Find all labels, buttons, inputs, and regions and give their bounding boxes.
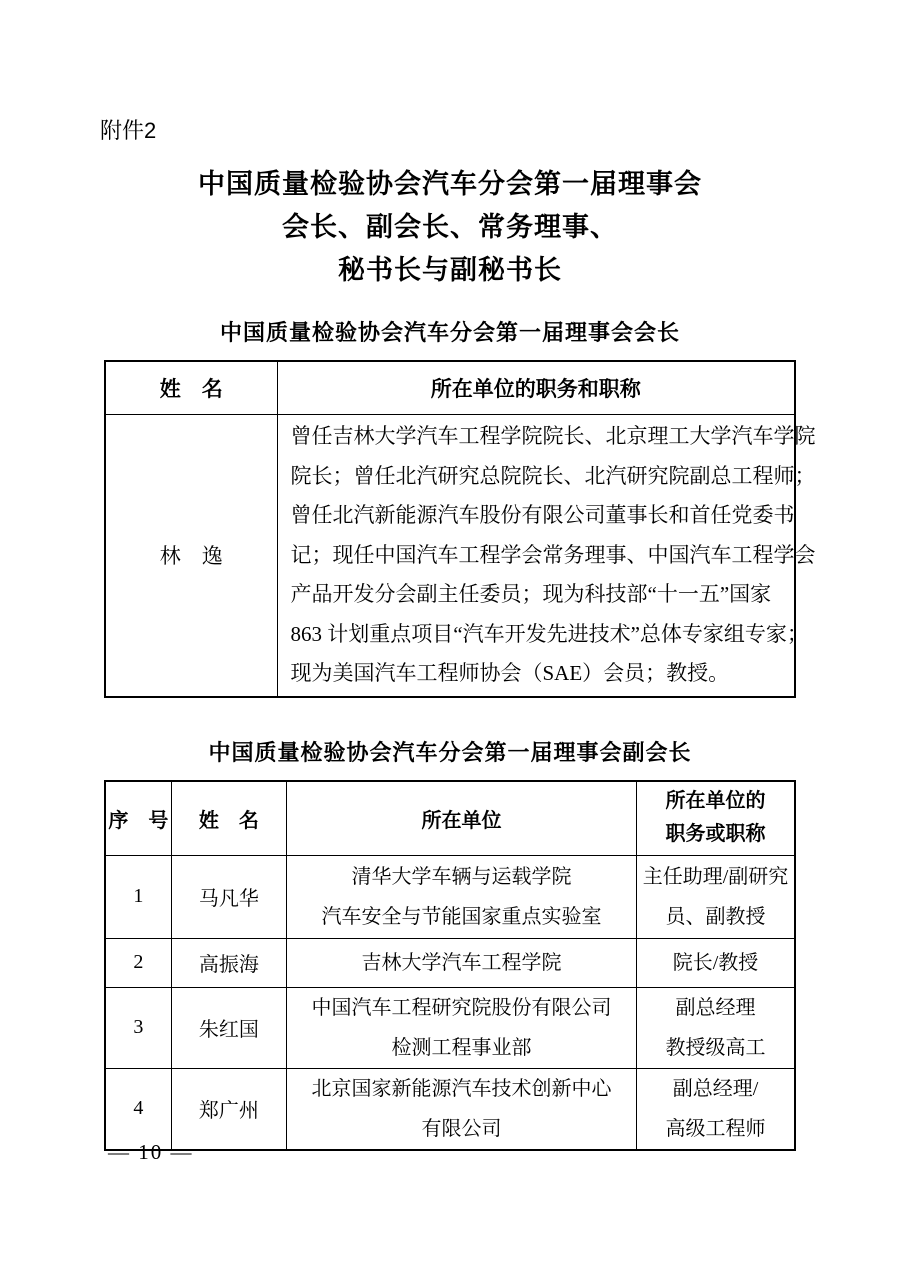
description-line: 产品开发分会副主任委员；现为科技部“十一五”国家 [290, 582, 772, 606]
chairman-name-cell: 林 逸 [105, 415, 277, 697]
vice-col-org-header: 所在单位 [287, 781, 637, 856]
description-line: 863 计划重点项目“汽车开发先进技术”总体专家组专家； [290, 621, 808, 646]
row-title-cell [637, 855, 795, 938]
row-org-cell [287, 1068, 637, 1150]
vice-col-title-header-line-2: 职务或职称 [665, 823, 766, 845]
row-org-cell [287, 855, 637, 938]
row-org-cell [287, 987, 637, 1068]
vice-chairman-section-heading: 中国质量检验协会汽车分会第一届理事会副会长 [208, 739, 692, 765]
table-row [105, 938, 795, 987]
title-line: 教授级高工 [665, 1036, 766, 1059]
document-title [0, 163, 900, 292]
title-line: 副总经理 [675, 996, 756, 1019]
document-title-line-1: 中国质量检验协会汽车分会第一届理事会 [198, 169, 702, 199]
table-row [105, 1068, 795, 1150]
document-title-line-2: 会长、副会长、常务理事、 [282, 212, 618, 242]
row-no-cell: 1 [105, 855, 171, 938]
org-line: 中国汽车工程研究院股份有限公司 [311, 996, 612, 1019]
row-org-cell [287, 938, 637, 987]
org-line: 有限公司 [421, 1117, 502, 1140]
chairman-table [104, 360, 816, 698]
chairman-col-title-header: 所在单位的职务和职称 [277, 361, 795, 415]
row-no-cell: 4 [105, 1068, 171, 1150]
description-line: 现为美国汽车工程师协会（SAE）会员；教授。 [290, 661, 730, 685]
row-title-cell [637, 938, 795, 987]
chairman-description-cell [277, 415, 816, 697]
document-title-line-3: 秘书长与副秘书长 [338, 255, 562, 285]
footer-page-number: — 10 — [108, 1140, 194, 1164]
org-line: 汽车安全与节能国家重点实验室 [321, 905, 602, 928]
org-line: 吉林大学汽车工程学院 [361, 951, 562, 974]
description-line: 曾任吉林大学汽车工程学院院长、北京理工大学汽车学院 [290, 424, 816, 448]
vice-chairman-table-header-row [105, 781, 795, 856]
chairman-table-header-row [105, 361, 795, 415]
row-name-cell: 马凡华 [171, 855, 286, 938]
title-line: 院长/教授 [672, 951, 759, 974]
vice-col-name-header: 姓 名 [171, 781, 286, 856]
title-line: 主任助理/副研究 [642, 865, 789, 888]
row-no-cell: 3 [105, 987, 171, 1068]
row-name-cell: 郑广州 [171, 1068, 286, 1150]
row-title-cell [637, 1068, 795, 1150]
row-title-cell [637, 987, 795, 1068]
title-line: 员、副教授 [665, 905, 766, 928]
row-name-cell: 朱红国 [171, 987, 286, 1068]
description-line: 曾任北汽新能源汽车股份有限公司董事长和首任党委书 [290, 503, 795, 527]
vice-col-title-header-line-1: 所在单位的 [665, 790, 766, 812]
vice-col-title-header [637, 781, 795, 856]
description-line: 记；现任中国汽车工程学会常务理事、中国汽车工程学会 [290, 542, 816, 567]
table-row [105, 855, 795, 938]
vice-chairman-table [104, 780, 796, 1151]
table-row [105, 987, 795, 1068]
attachment-label: 附件2 [100, 118, 157, 143]
chairman-col-name-header: 姓 名 [105, 361, 277, 415]
vice-col-no-header: 序 号 [105, 781, 171, 856]
row-no-cell: 2 [105, 938, 171, 987]
org-line: 北京国家新能源汽车技术创新中心 [311, 1077, 612, 1100]
title-line: 高级工程师 [665, 1117, 766, 1140]
chairman-table-row [105, 415, 795, 697]
org-line: 清华大学车辆与运载学院 [351, 865, 572, 888]
org-line: 检测工程事业部 [391, 1036, 532, 1059]
description-line: 院长；曾任北汽研究总院院长、北汽研究院副总工程师； [290, 463, 816, 488]
row-name-cell: 高振海 [171, 938, 286, 987]
title-line: 副总经理/ [672, 1077, 759, 1100]
chairman-section-heading: 中国质量检验协会汽车分会第一届理事会会长 [219, 320, 680, 345]
